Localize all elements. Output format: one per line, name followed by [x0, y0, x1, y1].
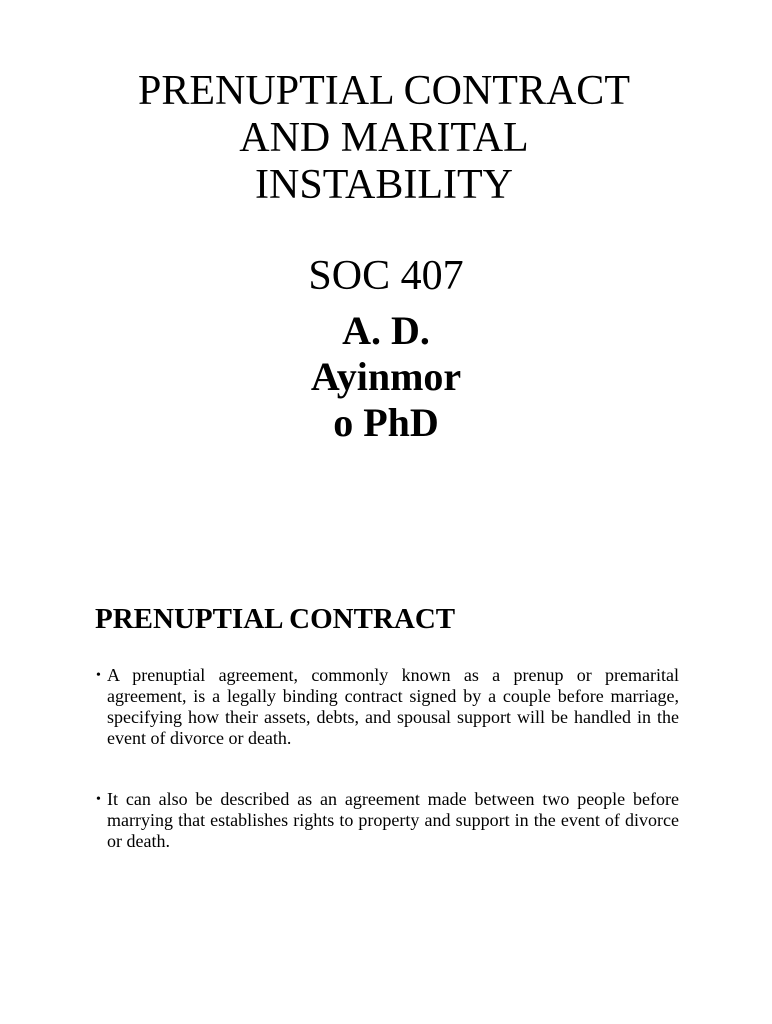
- title-line: AND MARITAL: [239, 115, 529, 161]
- author-line: Ayinmor: [310, 354, 462, 399]
- bullet-item: • It can also be described as an agreement made between two people before marrying that establishes rights to property and support in the event of divorce or death.: [96, 789, 679, 852]
- slide-title: [0, 68, 768, 209]
- title-line: PRENUPTIAL CONTRACT: [138, 68, 630, 114]
- author-line: A. D.: [342, 308, 430, 353]
- section-heading: PRENUPTIAL CONTRACT: [95, 603, 456, 635]
- author-name: [0, 308, 772, 445]
- bullet-item: • A prenuptial agreement, commonly known as a prenup or premarital agreement, is a legally binding contract signed by a couple before marriage, specifying how their assets, debts, and spousal support will be handled in the event of divorce or death.: [96, 665, 679, 749]
- course-code: SOC 407: [308, 253, 464, 299]
- content-slide: [0, 512, 768, 1024]
- author-line: o PhD: [333, 400, 439, 445]
- title-slide: [0, 0, 768, 512]
- title-line: INSTABILITY: [255, 162, 513, 208]
